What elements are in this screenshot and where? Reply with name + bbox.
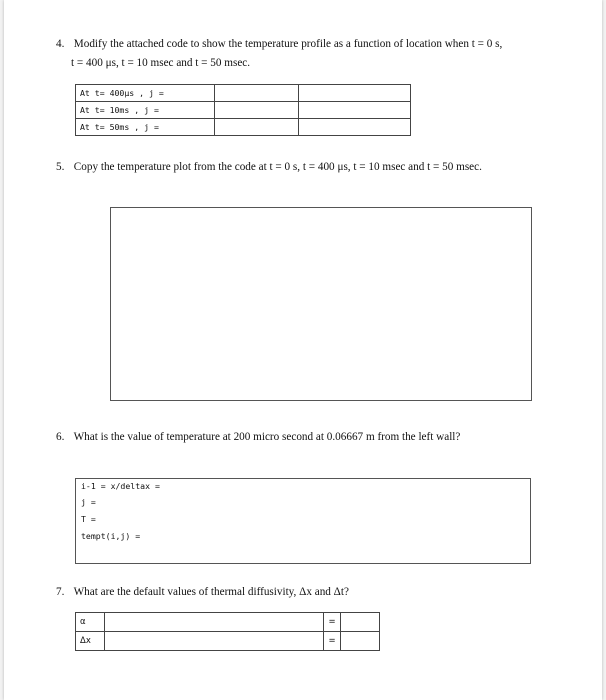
code-line: i-1 = x/deltax = [81, 481, 160, 491]
question-7-text: What are the default values of thermal diffusivity, Δx and Δt? [73, 586, 349, 598]
question-7 [56, 585, 349, 599]
answer-cell[interactable] [215, 119, 299, 136]
row-label: At t= 400µs , j = [76, 85, 215, 102]
code-line: T = [81, 514, 96, 524]
table-row [76, 85, 411, 102]
row-label: At t= 50ms , j = [76, 119, 215, 136]
row-label: At t= 10ms , j = [76, 102, 215, 119]
answer-cell[interactable] [105, 613, 324, 632]
question-4-number: 4. [56, 38, 65, 50]
table-row [76, 102, 411, 119]
question-6-text: What is the value of temperature at 200 micro second at 0.06667 m from the left wall? [73, 431, 461, 443]
question-7-number: 7. [56, 586, 65, 598]
answer-cell[interactable] [299, 102, 411, 119]
question-4 [56, 37, 502, 51]
row-label: Δx [76, 632, 105, 651]
answer-cell[interactable] [299, 85, 411, 102]
question-4-answer-table [75, 84, 411, 136]
question-5-number: 5. [56, 161, 65, 173]
answer-cell[interactable] [341, 632, 380, 651]
document-page [4, 0, 602, 700]
answer-cell[interactable] [215, 102, 299, 119]
question-5 [56, 160, 482, 174]
question-4-text-line2: t = 400 μs, t = 10 msec and t = 50 msec. [71, 57, 251, 69]
code-line: j = [81, 497, 96, 507]
plot-answer-box[interactable] [110, 207, 532, 401]
table-row [76, 119, 411, 136]
question-5-text: Copy the temperature plot from the code at t = 0 s, t = 400 μs, t = 10 msec and t = 50 msec. [73, 161, 482, 173]
question-6-number: 6. [56, 431, 65, 443]
equals-cell: = [324, 613, 341, 632]
answer-cell[interactable] [215, 85, 299, 102]
question-6 [56, 430, 460, 444]
code-line: tempt(i,j) = [81, 531, 141, 541]
question-4-text-line1: Modify the attached code to show the temperature profile as a function of location when t = 0 s, [73, 38, 503, 50]
table-row [76, 613, 380, 632]
answer-cell[interactable] [341, 613, 380, 632]
row-label: α [76, 613, 105, 632]
answer-cell[interactable] [299, 119, 411, 136]
equals-cell: = [324, 632, 341, 651]
question-7-answer-table [75, 612, 380, 651]
answer-cell[interactable] [105, 632, 324, 651]
table-row [76, 632, 380, 651]
question-6-code-box[interactable] [75, 478, 531, 564]
